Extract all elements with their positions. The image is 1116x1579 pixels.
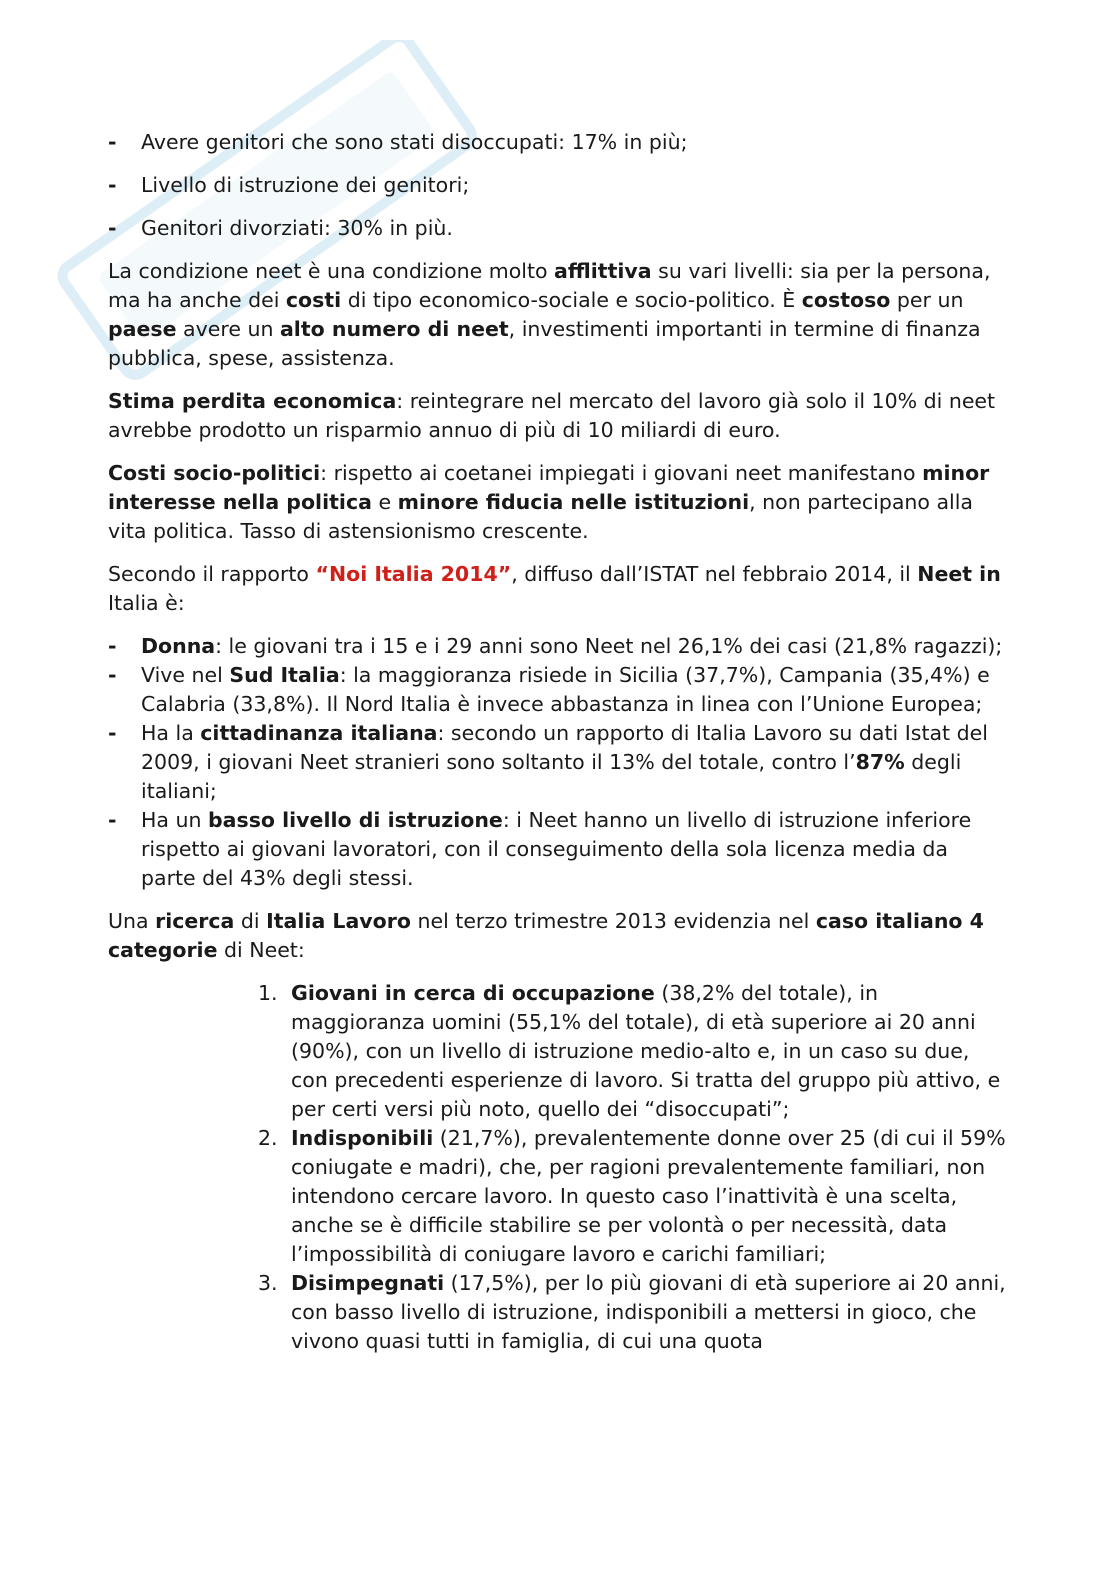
list-item: 3. Disimpegnati (17,5%), per lo più giovani di età superiore ai 20 anni, con basso livello di istruzione, indisponibili a mettersi in gioco, che vivono quasi tutti in famiglia, di cui una quota <box>258 1271 1006 1353</box>
list-item: 2. Indisponibili (21,7%), prevalentemente donne over 25 (di cui il 59% coniugate e madri), che, per ragioni prevalentemente familiari, non intendono cercare lavoro. In questo caso l’inattività è una scelta, anche se è difficile stabilire se per volontà o per necessità, data l’impossibilità di coniugare lavoro e carichi familiari; <box>258 1126 1006 1266</box>
neet-profile-list <box>108 632 1008 893</box>
dash-bullet: - <box>108 721 117 745</box>
item-number: 3. <box>258 1271 278 1295</box>
paragraph-neet-condition: La condizione neet è una condizione molto afflittiva su vari livelli: sia per la persona, ma ha anche dei costi di tipo economico-sociale e socio-politico. È costoso per un paese avere un alto numero di neet, investimenti importanti in termine di finanza pubblica, spese, assistenza. <box>108 259 991 370</box>
dash-bullet: - <box>108 808 117 832</box>
dash-bullet: - <box>108 130 117 154</box>
dash-bullet: - <box>108 216 117 240</box>
list-item: - Livello di istruzione dei genitori; <box>108 171 1008 200</box>
list-item: - Avere genitori che sono stati disoccupati: 17% in più; <box>108 128 1008 157</box>
list-item: - Ha la cittadinanza italiana: secondo un rapporto di Italia Lavoro su dati Istat del 2009, i giovani Neet stranieri sono soltanto il 13% del totale, contro l’87% degli italiani; <box>108 721 988 803</box>
list-item: - Ha un basso livello di istruzione: i Neet hanno un livello di istruzione inferiore rispetto ai giovani lavoratori, con il conseguimento della sola licenza media da parte del 43% degli stessi. <box>108 808 972 890</box>
paragraph-istat-report: Secondo il rapporto “Noi Italia 2014”, diffuso dall’ISTAT nel febbraio 2014, il Neet in Italia è: <box>108 562 1001 615</box>
list-item: - Vive nel Sud Italia: la maggioranza risiede in Sicilia (37,7%), Campania (35,4%) e Calabria (33,8%). Il Nord Italia è invece abbastanza in linea con l’Unione Europea; <box>108 663 990 716</box>
paragraph-italia-lavoro: Una ricerca di Italia Lavoro nel terzo trimestre 2013 evidenzia nel caso italiano 4 categorie di Neet: <box>108 909 984 962</box>
report-title: “Noi Italia 2014” <box>315 562 512 586</box>
dash-bullet: - <box>108 663 117 687</box>
list-item: - Donna: le giovani tra i 15 e i 29 anni sono Neet nel 26,1% dei casi (21,8% ragazzi); <box>108 632 1008 661</box>
list-item: - Genitori divorziati: 30% in più. <box>108 214 1008 243</box>
list-item: 1. Giovani in cerca di occupazione (38,2% del totale), in maggioranza uomini (55,1% del totale), di età superiore ai 20 anni (90%), con un livello di istruzione medio-alto e, in un caso su due, con precedenti esperienze di lavoro. Si tratta del gruppo più attivo, e per certi versi più noto, quello dei “disoccupati”; <box>258 981 1001 1121</box>
paragraph-economic-loss: Stima perdita economica: reintegrare nel mercato del lavoro già solo il 10% di neet avrebbe prodotto un risparmio annuo di più di 10 miliardi di euro. <box>108 389 996 442</box>
dash-bullet: - <box>108 634 117 658</box>
paragraph-political-costs: Costi socio-politici: rispetto ai coetanei impiegati i giovani neet manifestano minor interesse nella politica e minore fiducia nelle istituzioni, non partecipano alla vita politica. Tasso di astensionismo crescente. <box>108 461 990 543</box>
item-number: 2. <box>258 1126 278 1150</box>
dash-bullet: - <box>108 173 117 197</box>
neet-categories-list <box>258 979 1008 1356</box>
item-number: 1. <box>258 981 278 1005</box>
document-page <box>108 128 1008 1356</box>
parent-factors-list <box>108 128 1008 243</box>
